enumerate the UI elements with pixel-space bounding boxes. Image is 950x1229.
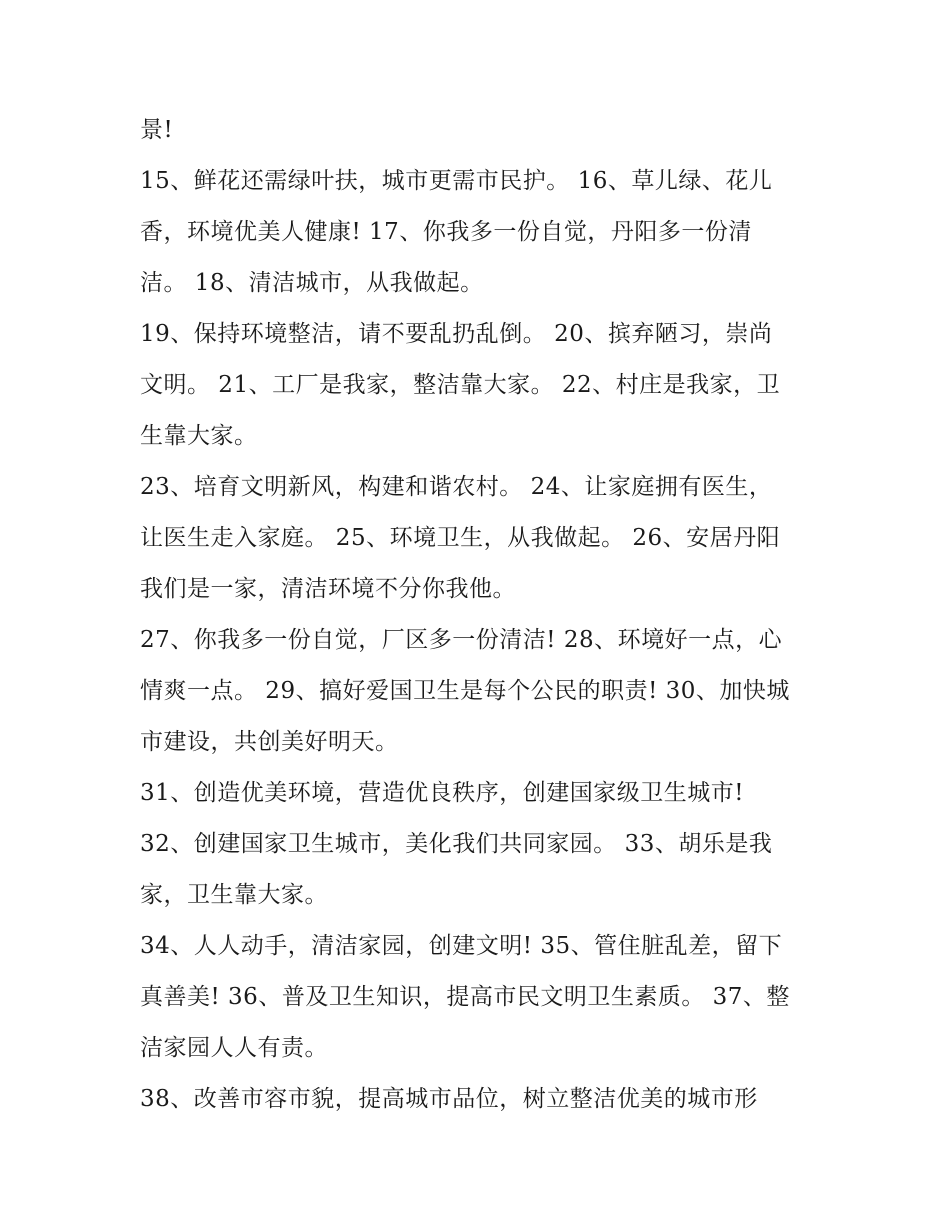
text-line: 23、培育文明新风，构建和谐农村。 24、让家庭拥有医生， <box>140 474 773 500</box>
text-line: 文明。 21、工厂是我家，整洁靠大家。 22、村庄是我家，卫 <box>140 372 781 398</box>
text-line: 香，环境优美人健康! 17、你我多一份自觉，丹阳多一份清 <box>140 219 752 245</box>
text-line: 生靠大家。 <box>140 423 258 449</box>
text-line: 家，卫生靠大家。 <box>140 882 328 908</box>
text-line: 我们是一家，清洁环境不分你我他。 <box>140 576 516 602</box>
text-line: 27、你我多一份自觉，厂区多一份清洁! 28、环境好一点，心 <box>140 627 783 653</box>
text-line: 情爽一点。 29、搞好爱国卫生是每个公民的职责! 30、加快城 <box>140 678 790 704</box>
text-line: 让医生走入家庭。 25、环境卫生，从我做起。 26、安居丹阳 <box>140 525 781 551</box>
text-line: 34、人人动手，清洁家园，创建文明! 35、管住脏乱差，留下 <box>140 933 783 959</box>
text-line: 景! <box>140 117 174 143</box>
text-line: 市建设，共创美好明天。 <box>140 729 399 755</box>
text-line: 38、改善市容市貌，提高城市品位，树立整洁优美的城市形 <box>140 1086 758 1112</box>
slogan-text-block <box>140 105 820 1125</box>
text-line: 洁家园人人有责。 <box>140 1035 328 1061</box>
text-line: 洁。 18、清洁城市，从我做起。 <box>140 270 484 296</box>
text-line: 32、创建国家卫生城市，美化我们共同家园。 33、胡乐是我 <box>140 831 773 857</box>
text-line: 15、鲜花还需绿叶扶，城市更需市民护。 16、草儿绿、花儿 <box>140 168 773 194</box>
text-line: 真善美! 36、普及卫生知识，提高市民文明卫生素质。 37、整 <box>140 984 790 1010</box>
text-line: 31、创造优美环境，营造优良秩序，创建国家级卫生城市! <box>140 780 745 806</box>
text-line: 19、保持环境整洁，请不要乱扔乱倒。 20、摈弃陋习，崇尚 <box>140 321 773 347</box>
